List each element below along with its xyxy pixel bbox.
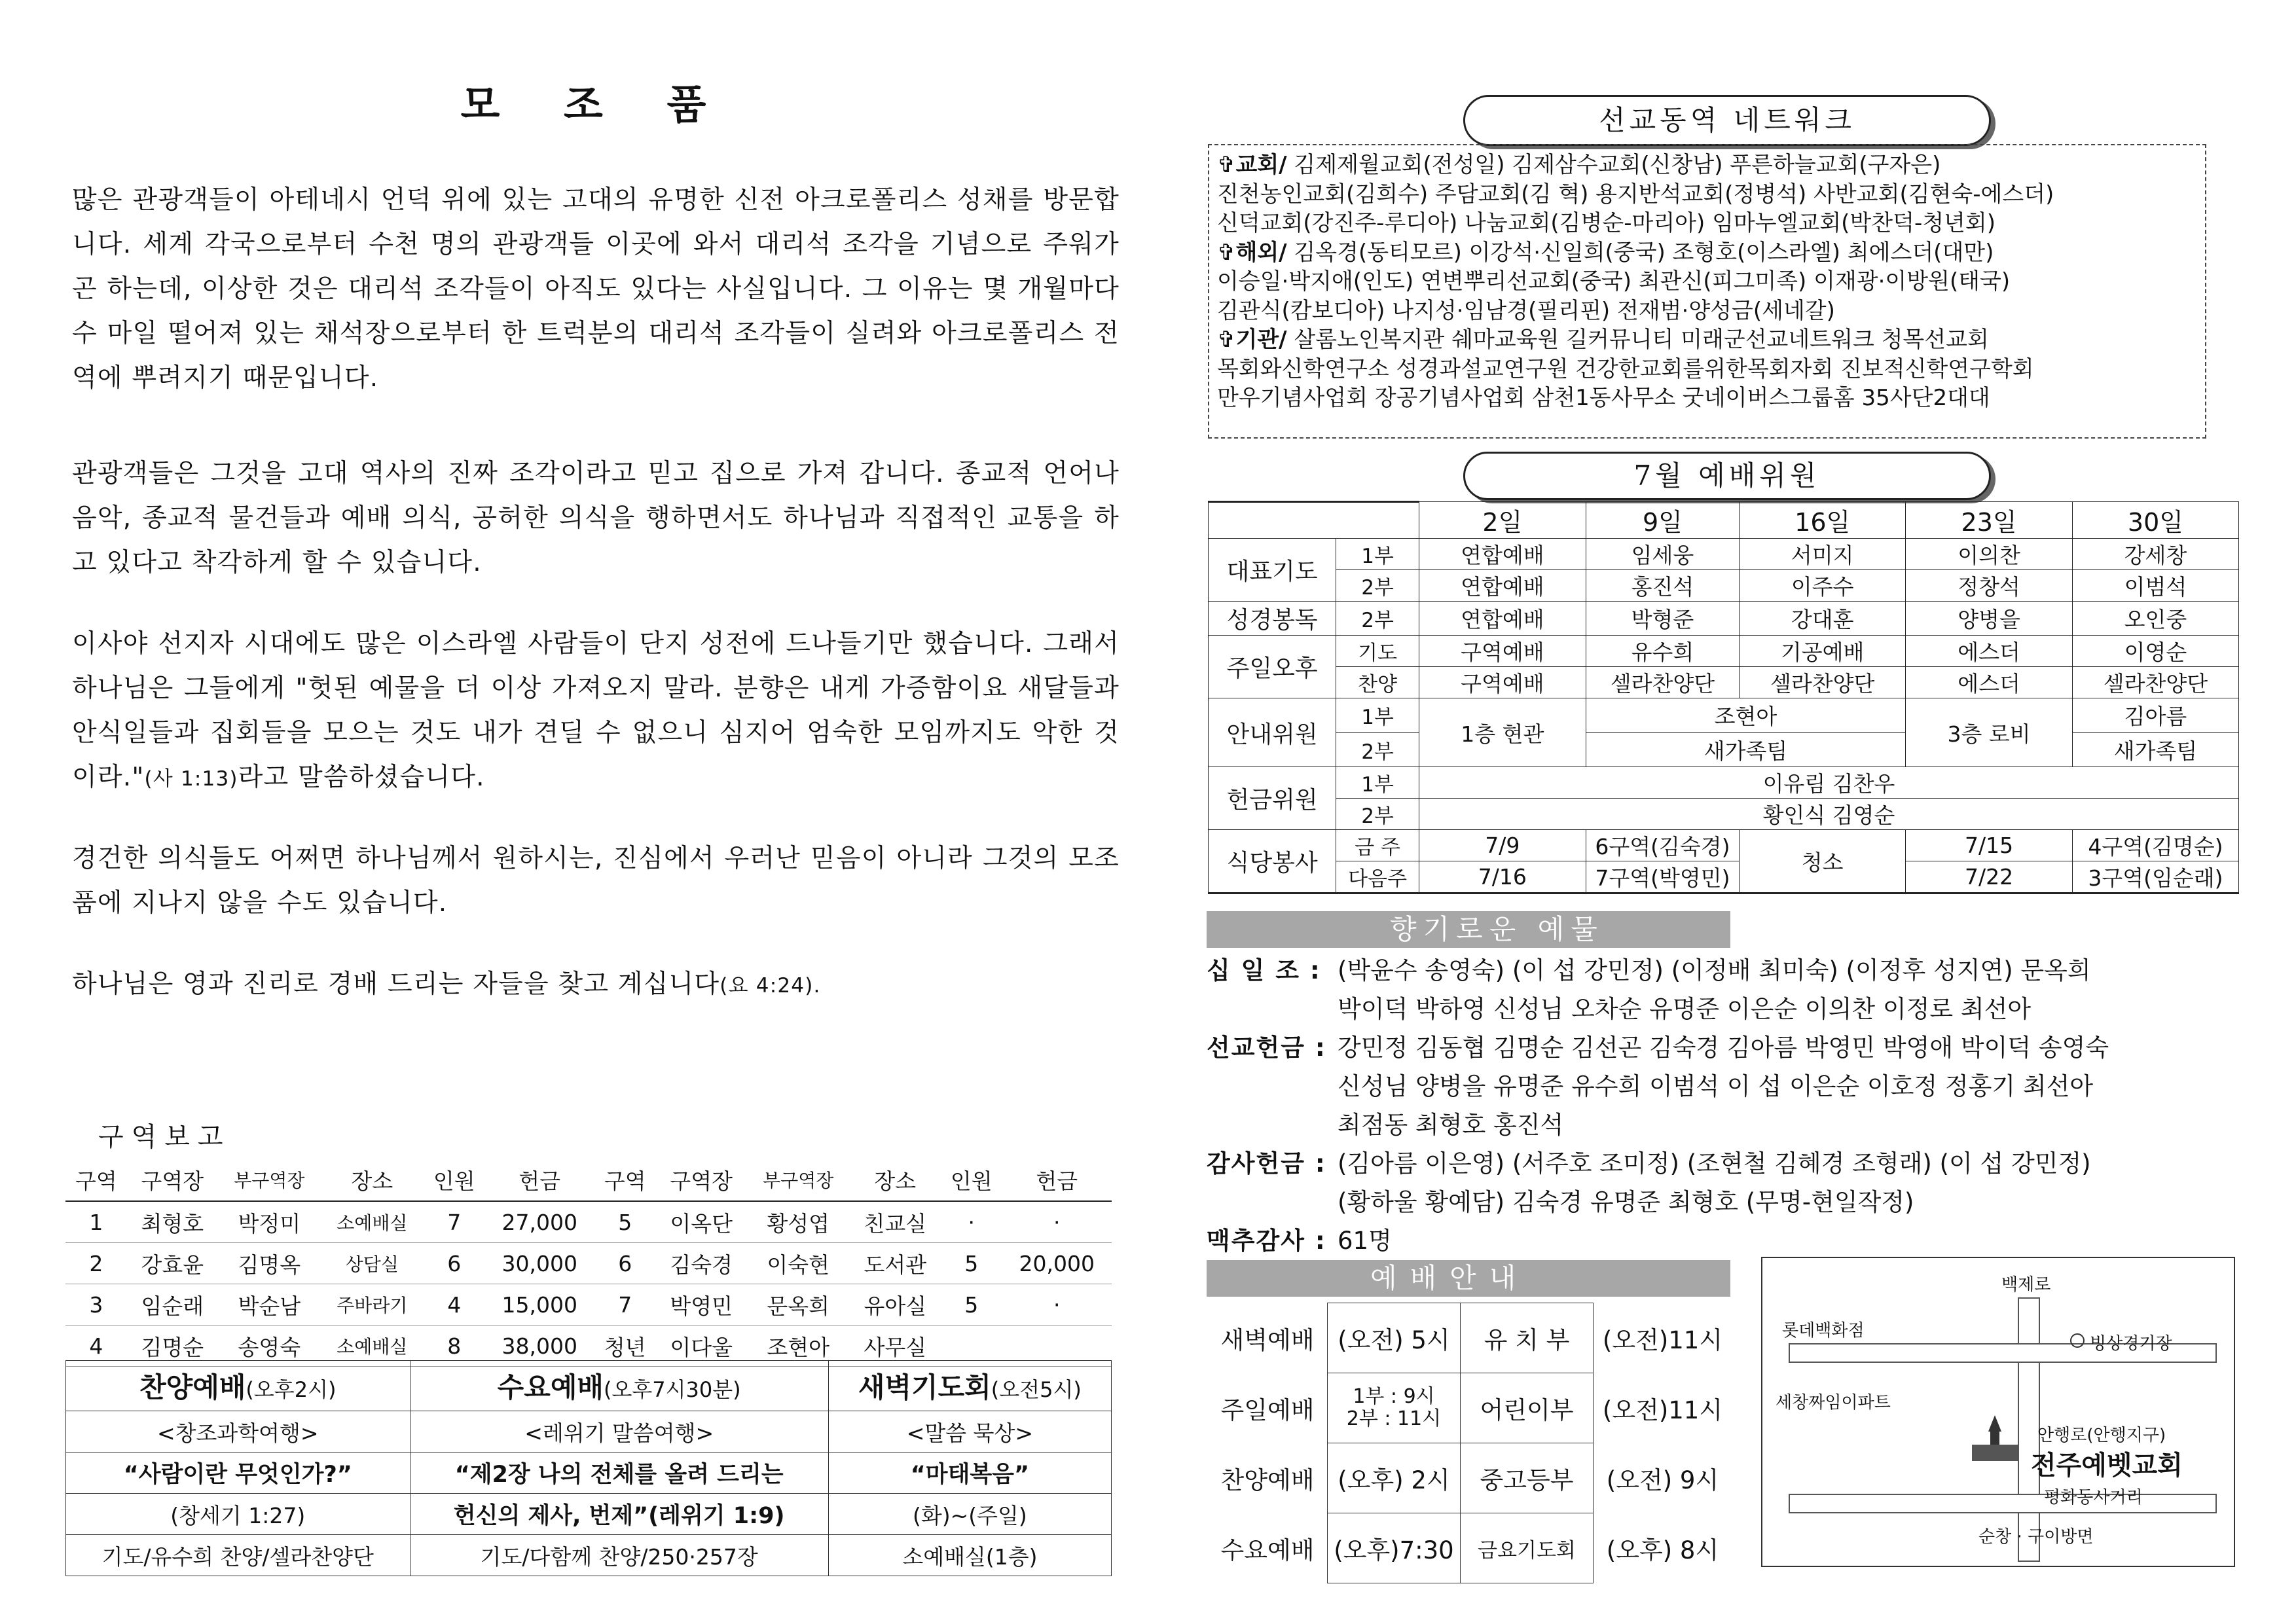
cell: 연합예배 (1419, 539, 1586, 570)
cell: 친교실 (850, 1201, 941, 1243)
date-header-row (1209, 502, 2239, 539)
sunday-times: 1부 : 9시 2부 : 11시 (1346, 1385, 1442, 1430)
cell: 청년 (594, 1326, 656, 1367)
cell: 다음주 (1336, 861, 1419, 893)
cell: 3층 로비 (1906, 698, 2073, 767)
article-paragraph-3 (72, 622, 1120, 801)
row-label: 안내위원 (1209, 698, 1336, 767)
ice-rink-label: 빙상경기장 (2090, 1334, 2172, 1354)
table-row (1208, 1443, 1732, 1513)
cell: 수요예배 (1220, 1536, 1315, 1564)
table-row (1209, 830, 2239, 861)
report-header-row (65, 1159, 1112, 1201)
cell: 7구역(박영민) (1586, 861, 1739, 893)
cell: 박정미 (218, 1201, 321, 1243)
table-row (65, 1201, 1112, 1243)
cell: 4 (424, 1284, 485, 1326)
cell: 구역예배 (1419, 667, 1586, 698)
cell: 기도 (1336, 636, 1419, 667)
cell: 김명순 (127, 1326, 218, 1367)
cell: 주바라기 (321, 1284, 424, 1326)
cell: 1부 (1336, 767, 1419, 799)
praise-staff: 기도/유수희 찬양/셀라찬양단 (66, 1535, 410, 1576)
mission-line: 최점동 최형호 홍진석 (1338, 1111, 1564, 1139)
cell: · (1002, 1201, 1112, 1243)
table-row (1209, 667, 2239, 698)
maekchu-line: 맥추감사 : 61명 (1207, 1227, 1392, 1255)
network-line: ✞교회/ 김제제월교회(전성일) 김제삼수교회(신창남) 푸른하늘교회(구자은) (1217, 152, 1941, 178)
cell: 2 (65, 1243, 127, 1284)
table-row (1208, 1303, 1732, 1373)
cell: (오전) 9시 (1606, 1466, 1719, 1494)
article-paragraph-5 (72, 962, 1120, 1008)
date-header: 30일 (2072, 502, 2238, 539)
dawn-prayer-title: 새벽기도회(오전5시) (828, 1361, 1111, 1411)
cell: 김숙경 (656, 1243, 747, 1284)
dawn-theme: <말씀 묵상> (828, 1411, 1111, 1453)
cell (1328, 1373, 1461, 1443)
article-paragraph-1: 많은 관광객들이 아테네시 언덕 위에 있는 고대의 유명한 신전 아크로폴리스 성채를 방문합니다. 세계 각국으로부터 수천 명의 관광객들 이곳에 와서 대리석 조각을 기념으로 주워가곤 하는데, 이상한 것은 대리석 조각들이 아직도 있다는 사실입니다. 그 이유는 몇 개월마다 수 마일 떨어져 있는 채석장으로부터 한 트럭분의 대리석 조각들이 실려와 아크로폴리스 전역에 뿌려지기 때문입니다. (72, 185, 1120, 393)
cell: 에스더 (1906, 667, 2073, 698)
church-icon (1965, 1412, 2024, 1464)
cell: (오전) 5시 (1328, 1303, 1461, 1373)
cell: 서미지 (1740, 539, 1906, 570)
church-name-label: 전주예벳교회 (2031, 1451, 2183, 1481)
cell: 셀라찬양단 (2072, 667, 2238, 698)
col-leader: 구역장 (656, 1159, 747, 1201)
cell: 1부 (1336, 539, 1419, 570)
network-line: ✞기관/ 살롬노인복지관 쉐마교육원 길커뮤니티 미래군선교네트워크 청목선교회 (1217, 327, 1989, 353)
cell: 2부 (1336, 602, 1419, 636)
cell: 이숙현 (747, 1243, 850, 1284)
cell: 정창석 (1906, 570, 2073, 602)
cell: 청소 (1740, 830, 1906, 893)
wednesday-service-title: 수요예배(오후7시30분) (410, 1361, 828, 1411)
cell: 소예배실 (321, 1201, 424, 1243)
table-row (1209, 698, 2239, 733)
worship-committee-title: 7월 예배위원 (1463, 452, 1991, 500)
col-count: 인원 (424, 1159, 485, 1201)
cell: (오후)7:30 (1328, 1513, 1461, 1583)
praise-sermon: “사람이란 무엇인가?” (66, 1453, 410, 1494)
cell: · (941, 1201, 1002, 1243)
direction-label: 순창 · 구이방면 (1978, 1527, 2094, 1547)
col-offering: 헌금 (485, 1159, 594, 1201)
scripture-ref: (사 1:13) (144, 767, 238, 791)
table-row (1209, 570, 2239, 602)
lotte-label: 롯데백화점 (1782, 1321, 1865, 1341)
cell: 4구역(김명순) (2072, 830, 2238, 861)
scripture-ref-2: (요 4:24). (720, 974, 821, 998)
cell: 이범석 (2072, 570, 2238, 602)
cell: 사무실 (850, 1326, 941, 1367)
cell: 새벽예배 (1220, 1326, 1315, 1354)
network-box (1208, 144, 2206, 439)
mission-line: 신성님 양병을 유명준 유수희 이범석 이 섭 이은순 이호정 정홍기 최선아 (1338, 1072, 2094, 1100)
table-row (1209, 636, 2239, 667)
road-top-label: 백제로 (2001, 1275, 2051, 1295)
cell: 연합예배 (1419, 602, 1586, 636)
cell: 박순남 (218, 1284, 321, 1326)
cell: 7/9 (1419, 830, 1586, 861)
cell: 15,000 (485, 1284, 594, 1326)
cell: 찬양예배 (1220, 1466, 1315, 1494)
wednesday-sermon-2: 헌신의 제사, 번제”(레위기 1:9) (410, 1494, 828, 1535)
cell: 2부 (1336, 570, 1419, 602)
col-offering: 헌금 (1002, 1159, 1112, 1201)
wednesday-staff: 기도/다함께 찬양/250·257장 (410, 1535, 828, 1576)
cell: 6 (594, 1243, 656, 1284)
cell: 금 주 (1336, 830, 1419, 861)
cell: 2부 (1336, 799, 1419, 830)
schedule-bar: 예배안내 (1207, 1260, 1730, 1297)
anhaeng-road-label: 안행로(안행지구) (2037, 1426, 2166, 1445)
cell: 김명옥 (218, 1243, 321, 1284)
cell: 새가족팀 (1586, 732, 1906, 767)
cell: 4 (65, 1326, 127, 1367)
table-row (1209, 602, 2239, 636)
cell: 1층 현관 (1419, 698, 1586, 767)
cell: 이다울 (656, 1326, 747, 1367)
cell: 도서관 (850, 1243, 941, 1284)
blank-corner (1209, 502, 1419, 539)
table-row (1208, 1513, 1732, 1583)
cell: 임세웅 (1586, 539, 1739, 570)
cell: 셀라찬양단 (1740, 667, 1906, 698)
network-line: ✞해외/ 김옥경(동티모르) 이강석·신일희(중국) 조형호(이스라엘) 최에스더(대만) (1217, 239, 1994, 266)
date-header: 23일 (1906, 502, 2073, 539)
cell: 1부 (1336, 698, 1419, 733)
cell: 주일예배 (1220, 1396, 1315, 1424)
paragraph-3-tail: 라고 말씀하셨습니다. (238, 763, 485, 792)
cell: 문옥희 (747, 1284, 850, 1326)
row-label: 성경봉독 (1209, 602, 1336, 636)
cell: 소예배실 (321, 1326, 424, 1367)
cell: 유아실 (850, 1284, 941, 1326)
cell: 7/16 (1419, 861, 1586, 893)
cell: 강세창 (2072, 539, 2238, 570)
cell: 연합예배 (1419, 570, 1586, 602)
cell: 에스더 (1906, 636, 2073, 667)
network-line: 만우기념사업회 장공기념사업회 삼천1동사무소 굿네이버스그룹홈 35사단2대대 (1217, 385, 1990, 411)
date-header: 16일 (1740, 502, 1906, 539)
row-label: 헌금위원 (1209, 767, 1336, 830)
cell: 이영순 (2072, 636, 2238, 667)
cell: 7/15 (1906, 830, 2073, 861)
cell: (오후) 2시 (1328, 1443, 1461, 1513)
table-row (1209, 539, 2239, 570)
cell: 오인중 (2072, 602, 2238, 636)
apartment-label: 세창짜임이파트 (1776, 1393, 1891, 1413)
church-location-map[interactable] (1761, 1257, 2235, 1567)
cell: 이옥단 (656, 1201, 747, 1243)
cell: 찬양 (1336, 667, 1419, 698)
worship-committee-table (1208, 501, 2239, 894)
horizontal-road-2 (1789, 1494, 2217, 1513)
tithe-line: 십 일 조 : (박윤수 송영숙) (이 섭 강민정) (이정배 최미숙) (이정후 성지연) 문옥희 (1207, 956, 2091, 984)
col-district: 구역 (594, 1159, 656, 1201)
cell: 강효윤 (127, 1243, 218, 1284)
col-place: 장소 (321, 1159, 424, 1201)
junction-label: 평화동사거리 (2044, 1488, 2143, 1507)
cell: 송영숙 (218, 1326, 321, 1367)
table-row (1209, 767, 2239, 799)
table-row (1209, 861, 2239, 893)
network-line: 목회와신학연구소 성경과설교연구원 건강한교회를위한목회자회 진보적신학연구학회 (1217, 355, 2034, 382)
article-title: 모 조 품 (460, 81, 731, 128)
offerings-list (1207, 951, 2293, 1260)
cell: 유수희 (1586, 636, 1739, 667)
thanks-line: (황하울 황예담) 김숙경 유명준 최형호 (무명-현일작정) (1338, 1188, 1914, 1216)
cell: 어린이부 (1461, 1373, 1594, 1443)
network-line: 신덕교회(강진주-루디아) 나눔교회(김병순-마리아) 임마누엘교회(박찬덕-청년회) (1217, 210, 1996, 236)
cell: 박형준 (1586, 602, 1739, 636)
col-subleader: 부구역장 (747, 1159, 850, 1201)
col-subleader: 부구역장 (218, 1159, 321, 1201)
date-header: 2일 (1419, 502, 1586, 539)
cell: 1 (65, 1201, 127, 1243)
cell: 금요기도회 (1461, 1513, 1594, 1583)
mission-line: 선교헌금 : 강민정 김동협 김명순 김선곤 김숙경 김아름 박영민 박영애 박이덕 송영숙 (1207, 1034, 2109, 1062)
row-label: 주일오후 (1209, 636, 1336, 698)
network-line: 이승일·박지애(인도) 연변뿌리선교회(중국) 최관신(피그미족) 이재광·이방원(태국) (1217, 268, 2011, 295)
network-line: 김관식(캄보디아) 나지성·임남경(필리핀) 전재범·양성금(세네갈) (1217, 297, 1835, 324)
cell: 기공예배 (1740, 636, 1906, 667)
article-paragraph-2: 관광객들은 그것을 고대 역사의 진짜 조각이라고 믿고 집으로 가져 갑니다. 종교적 언어나 음악, 종교적 물건들과 예배 의식, 공허한 의식을 행하면서도 하나님과 직접적인 교통을 하고 있다고 착각하게 할 수 있습니다. (72, 459, 1120, 577)
cell: 3 (65, 1284, 127, 1326)
row-label: 식당봉사 (1209, 830, 1336, 893)
table-row (1208, 1373, 1732, 1443)
dawn-ref: (화)~(주일) (828, 1494, 1111, 1535)
cell: 2부 (1336, 732, 1419, 767)
dawn-staff: 소예배실(1층) (828, 1535, 1111, 1576)
cell: 20,000 (1002, 1243, 1112, 1284)
cell: 유 치 부 (1461, 1303, 1594, 1373)
report-title: 구역보고 (98, 1122, 231, 1152)
praise-ref: (창세기 1:27) (66, 1494, 410, 1535)
cell: 중고등부 (1461, 1443, 1594, 1513)
cell: 박영민 (656, 1284, 747, 1326)
cell: 7 (594, 1284, 656, 1326)
ice-rink-marker-icon (2070, 1333, 2085, 1348)
cell: 5 (594, 1201, 656, 1243)
offerings-bar: 향기로운 예물 (1207, 911, 1730, 948)
cell: 3구역(임순래) (2072, 861, 2238, 893)
paragraph-3-text: 이사야 선지자 시대에도 많은 이스라엘 사람들이 단지 성전에 드나들기만 했습니다. 그래서 하나님은 그들에게 "헛된 예물을 더 이상 가져오지 말라. 분향은 내게 가증함이요 새달들과 안식일들과 집회들을 모으는 것도 내가 견딜 수 없으니 심지어 엄숙한 모임까지도 악한 것이라." (72, 629, 1120, 792)
wednesday-theme: <레위기 말씀여행> (410, 1411, 828, 1453)
cell: 상담실 (321, 1243, 424, 1284)
cell: 김아름 (2072, 698, 2238, 733)
district-report-table (65, 1159, 1112, 1367)
network-line: 진천농인교회(김희수) 주담교회(김 혁) 용지반석교회(정병석) 사반교회(김현숙-에스더) (1217, 181, 2054, 208)
cell: 5 (941, 1243, 1002, 1284)
cell: 황성엽 (747, 1201, 850, 1243)
cell: 조현아 (1586, 698, 1906, 733)
praise-theme: <창조과학여행> (66, 1411, 410, 1453)
row-label: 대표기도 (1209, 539, 1336, 602)
cell: 6 (424, 1243, 485, 1284)
service-info-table (65, 1360, 1112, 1576)
cell: 강대훈 (1740, 602, 1906, 636)
cell: (오전)11시 (1602, 1396, 1723, 1424)
cell: (오후) 8시 (1606, 1536, 1719, 1564)
tithe-line: 박이덕 박하영 신성님 오차순 유명준 이은순 이의찬 이정로 최선아 (1338, 995, 2032, 1023)
cell: 27,000 (485, 1201, 594, 1243)
service-schedule-table (1208, 1303, 1732, 1583)
cell: 이의찬 (1906, 539, 2073, 570)
cell: 이유림 김찬우 (1419, 767, 2239, 799)
cell: 홍진석 (1586, 570, 1739, 602)
cell: 5 (941, 1284, 1002, 1326)
cell: 양병을 (1906, 602, 2073, 636)
cell: 셀라찬양단 (1586, 667, 1739, 698)
col-count: 인원 (941, 1159, 1002, 1201)
cell: 8 (424, 1326, 485, 1367)
cell: 최형호 (127, 1201, 218, 1243)
wednesday-sermon: “제2장 나의 전체를 올려 드리는 (410, 1453, 828, 1494)
table-row (1209, 799, 2239, 830)
cell: 7 (424, 1201, 485, 1243)
dawn-sermon: “마태복음” (828, 1453, 1111, 1494)
col-district: 구역 (65, 1159, 127, 1201)
cell: 이주수 (1740, 570, 1906, 602)
table-row (65, 1243, 1112, 1284)
col-leader: 구역장 (127, 1159, 218, 1201)
cell: 6구역(김숙경) (1586, 830, 1739, 861)
cell: 새가족팀 (2072, 732, 2238, 767)
cell: 임순래 (127, 1284, 218, 1326)
praise-service-title: 찬양예배(오후2시) (66, 1361, 410, 1411)
table-row (1209, 732, 2239, 767)
network-title: 선교동역 네트워크 (1463, 95, 1991, 146)
col-place: 장소 (850, 1159, 941, 1201)
article-paragraph-4: 경건한 의식들도 어쩌면 하나님께서 원하시는, 진심에서 우러난 믿음이 아니라 그것의 모조품에 지나지 않을 수도 있습니다. (72, 844, 1120, 918)
cell: 30,000 (485, 1243, 594, 1284)
table-row (65, 1284, 1112, 1326)
cell: 조현아 (747, 1326, 850, 1367)
paragraph-5-text: 하나님은 영과 진리로 경배 드리는 자들을 찾고 계십니다 (72, 969, 720, 999)
cell: 황인식 김영순 (1419, 799, 2239, 830)
cell: 구역예배 (1419, 636, 1586, 667)
cell: (오전)11시 (1602, 1326, 1723, 1354)
cell: · (1002, 1284, 1112, 1326)
date-header: 9일 (1586, 502, 1739, 539)
thanks-line: 감사헌금 : (김아름 이은영) (서주호 조미정) (조현철 김혜경 조형래) (이 섭 강민정) (1207, 1149, 2091, 1178)
cell: 38,000 (485, 1326, 594, 1367)
cell: 7/22 (1906, 861, 2073, 893)
